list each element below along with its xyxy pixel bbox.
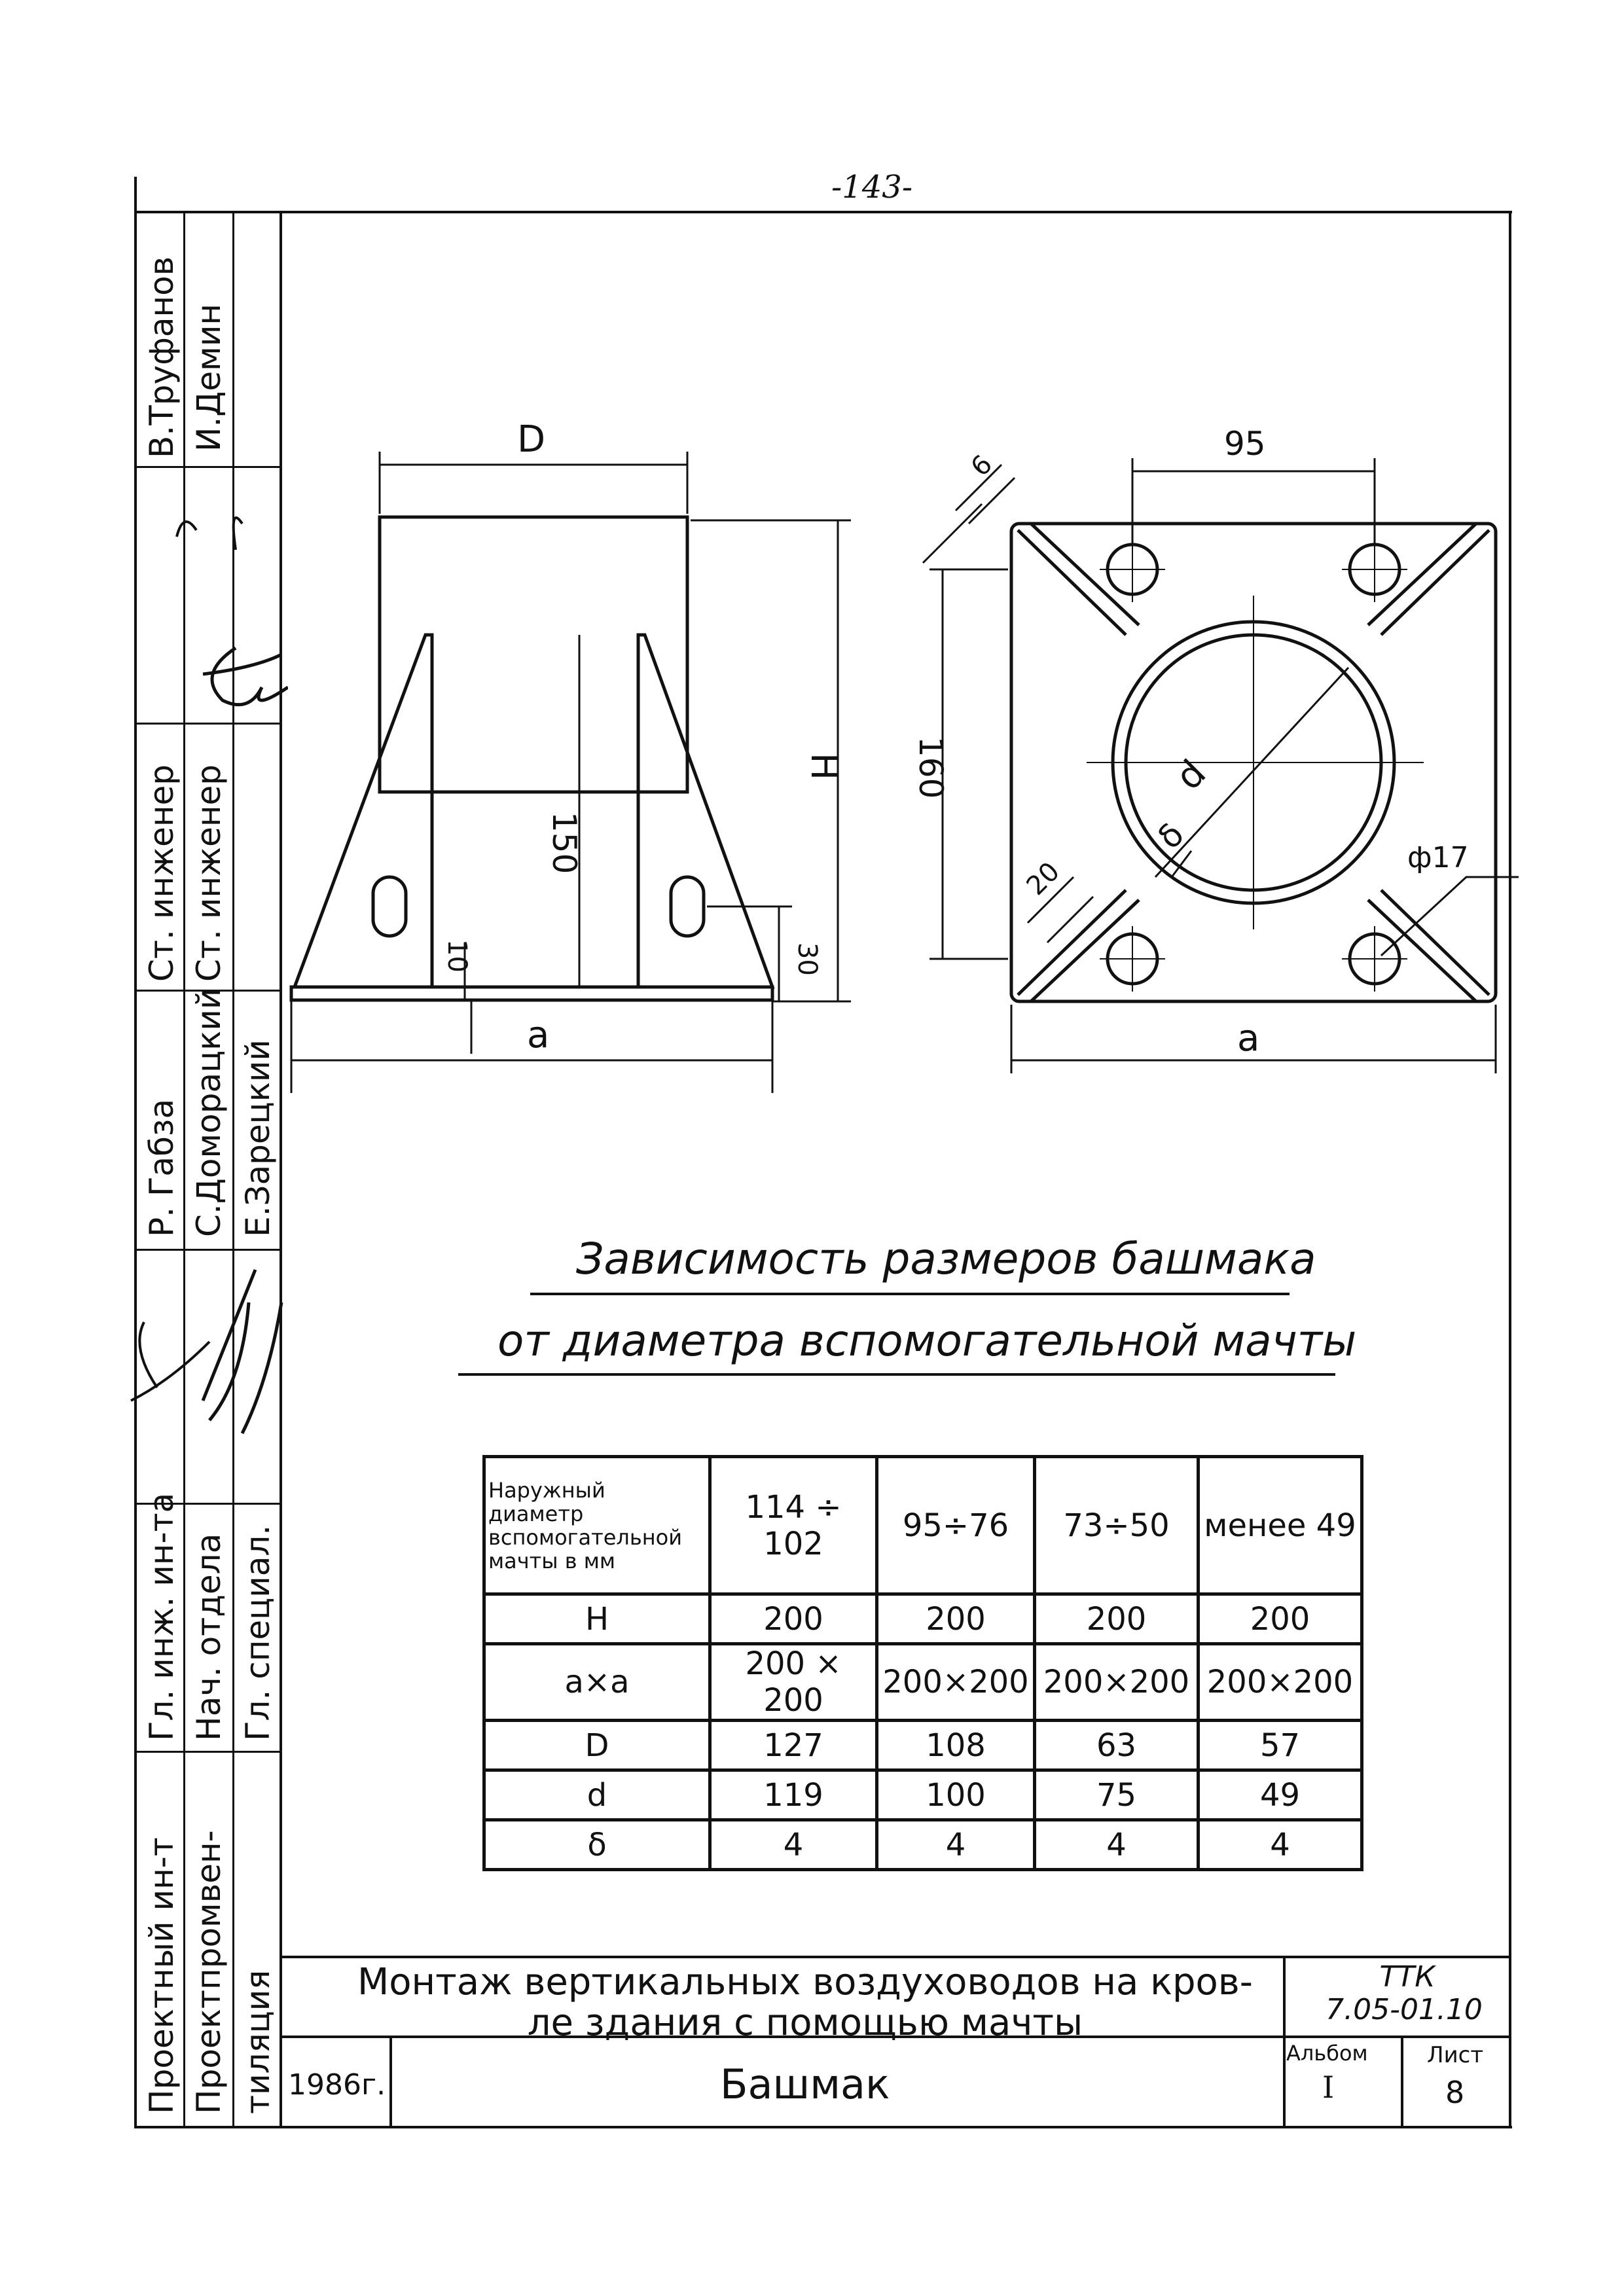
table-cell: 4 (710, 1820, 877, 1870)
dimensions-table (482, 1455, 1363, 1871)
plan-view (923, 458, 1519, 1073)
titleblock-code: 7.05-01.10 (1326, 1993, 1483, 2026)
titleblock-title-line2: ле здания с помощью мачты (527, 2001, 1083, 2044)
table-cell: 4 (1199, 1820, 1362, 1870)
table-cell: 200×200 (1035, 1644, 1199, 1721)
dim-label-D: D (517, 418, 546, 461)
titleblock-title (314, 1962, 1296, 2043)
stamp-position: Нач. отдела (190, 1533, 228, 1741)
table-row (484, 1820, 1362, 1870)
frame-top (134, 211, 1512, 213)
titleblock-sheet-label: Лист (1427, 2042, 1484, 2068)
heading-line-1: Зависимость размеров башмака (576, 1234, 1316, 1284)
stamp-name: В.Труфанов (143, 256, 181, 458)
table-cell: 100 (877, 1770, 1035, 1820)
stamp-position: Гл. инж. ин-та (143, 1492, 181, 1741)
table-cell: 200 (1199, 1594, 1362, 1644)
row-label: D (484, 1721, 710, 1770)
table-cell: 4 (1035, 1820, 1199, 1870)
stamp-org: тиляция (239, 1969, 277, 2114)
heading-underline-1 (530, 1293, 1290, 1295)
table-row (484, 1644, 1362, 1721)
stamp-name: Е.Зарецкий (239, 1039, 277, 1237)
stamp-org: Проектный ин-т (143, 1837, 181, 2114)
titleblock-title-line1: Монтаж вертикальных воздуховодов на кров- (357, 1961, 1254, 2003)
header-label-line: вспомогательной (488, 1524, 683, 1550)
dim-label-H: H (803, 753, 845, 781)
table-cell: 75 (1035, 1770, 1199, 1820)
dim-label-a-plan: a (1237, 1017, 1260, 1060)
technical-drawing (275, 380, 1519, 1132)
row-label: a×a (484, 1644, 710, 1721)
header-label-line: мачты в мм (488, 1548, 616, 1573)
dim-label-20: 20 (1020, 856, 1066, 902)
table-cell: 4 (877, 1820, 1035, 1870)
table-cell: 63 (1035, 1721, 1199, 1770)
table-cell: 57 (1199, 1721, 1362, 1770)
stamp-position: Гл. специал. (239, 1524, 277, 1741)
dim-label-6: 6 (965, 449, 999, 483)
table-cell: 200 (877, 1594, 1035, 1644)
table-cell: 49 (1199, 1770, 1362, 1820)
signatures (92, 484, 288, 1466)
table-header-label (484, 1457, 710, 1594)
heading-line-2: от диаметра вспомогательной мачты (497, 1316, 1357, 1366)
titleblock-vdiv-year (389, 2036, 392, 2127)
dim-label-150: 150 (545, 812, 583, 874)
titleblock-album: I (1322, 2070, 1335, 2105)
titleblock-name: Башмак (720, 2060, 890, 2108)
stamp-sep (134, 1751, 281, 1753)
titleblock-vdiv-sheet (1401, 2036, 1403, 2127)
heading-underline-2 (458, 1373, 1335, 1376)
dim-label-delta: δ (1150, 815, 1192, 857)
header-label-line: диаметр (488, 1501, 584, 1526)
stamp-name: И.Демин (190, 303, 228, 452)
table-cell: 108 (877, 1721, 1035, 1770)
titleblock-year: 1986г. (288, 2068, 386, 2102)
titleblock-album-label: Альбом (1286, 2041, 1368, 2066)
table-cell: 200 (1035, 1594, 1199, 1644)
table-cell: 127 (710, 1721, 877, 1770)
row-label: d (484, 1770, 710, 1820)
table-column-header: 73÷50 (1035, 1457, 1199, 1594)
dim-label-160: 160 (912, 736, 950, 799)
page-number: -143- (831, 169, 913, 206)
titleblock-sheet: 8 (1445, 2075, 1465, 2110)
dim-label-a-side: a (527, 1014, 550, 1056)
header-label-line: Наружный (488, 1477, 605, 1503)
stamp-sep (134, 466, 281, 468)
table-cell: 200×200 (877, 1644, 1035, 1721)
dim-label-d: d (1167, 751, 1215, 798)
frame-bottom (134, 2126, 1512, 2128)
titleblock-ttk: ТТК (1379, 1960, 1435, 1994)
table-cell: 119 (710, 1770, 877, 1820)
table-cell: 200 (710, 1594, 877, 1644)
table-column-header: 114 ÷ 102 (710, 1457, 877, 1594)
table-row (484, 1721, 1362, 1770)
stamp-name: С.Доморацкий (190, 988, 228, 1237)
titleblock-top (280, 1956, 1510, 1958)
dim-label-95: 95 (1224, 425, 1266, 463)
dim-label-10: 10 (442, 939, 472, 973)
table-column-header: 95÷76 (877, 1457, 1035, 1594)
dim-label-phi17: ф17 (1407, 841, 1469, 874)
stamp-name: Р. Габза (143, 1098, 181, 1237)
row-label: H (484, 1594, 710, 1644)
stamp-org: Проектпромвен- (190, 1830, 228, 2114)
side-view (291, 452, 851, 1093)
table-cell: 200×200 (1199, 1644, 1362, 1721)
table-row (484, 1594, 1362, 1644)
table-column-header: менее 49 (1199, 1457, 1362, 1594)
table-cell: 200 × 200 (710, 1644, 877, 1721)
row-label: δ (484, 1820, 710, 1870)
stamp-position: Ст. инженер (143, 764, 181, 982)
table-row (484, 1770, 1362, 1820)
table-header-row (484, 1457, 1362, 1594)
stamp-position: Ст. инженер (190, 764, 228, 982)
dim-label-30: 30 (792, 942, 822, 976)
